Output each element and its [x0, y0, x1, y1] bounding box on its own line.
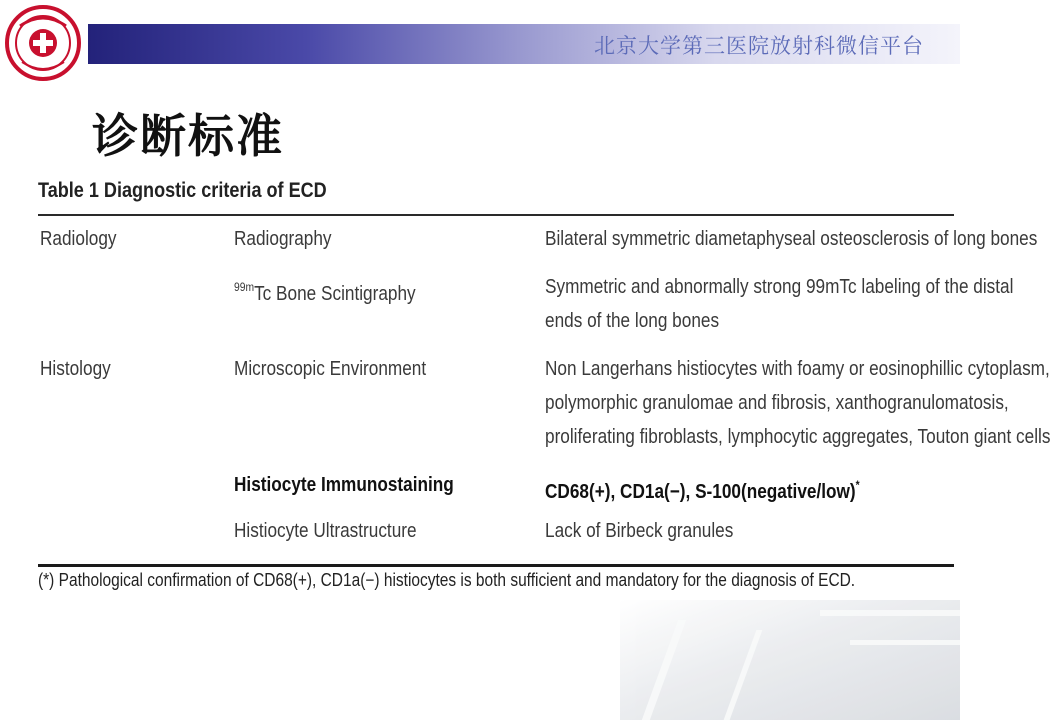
- decorative-background: [620, 600, 960, 720]
- finding-text: CD68(+), CD1a(−), S-100(negative/low): [545, 481, 856, 503]
- table-row: [38, 468, 956, 514]
- banner-text: 北京大学第三医院放射科微信平台: [594, 34, 924, 58]
- table-row: [38, 270, 1014, 352]
- finding-line: [545, 468, 860, 509]
- method-cell: Histiocyte Immunostaining: [234, 474, 454, 496]
- category-cell: Histology: [40, 358, 111, 380]
- method-cell: [234, 270, 416, 311]
- finding-line: Lack of Birbeck granules: [545, 520, 734, 542]
- table-row: [38, 222, 1038, 270]
- table-bottom-rule: [38, 564, 954, 567]
- finding-line: Non Langerhans histiocytes with foamy or eosinophillic cytoplasm,: [545, 358, 1050, 380]
- decorative-stripe: [642, 620, 686, 720]
- finding-line: ends of the long bones: [545, 310, 720, 332]
- decorative-stripe: [820, 610, 960, 616]
- table-top-rule: [38, 214, 954, 216]
- table-row: [38, 514, 956, 560]
- decorative-stripe: [850, 640, 960, 645]
- table-footnote: (*) Pathological confirmation of CD68(+), CD1a(−) histiocytes is both sufficient and mandatory for the diagnosis of ECD.: [38, 570, 856, 590]
- decorative-stripe: [724, 630, 763, 720]
- finding-superscript: *: [855, 478, 860, 492]
- hospital-seal-icon: [4, 4, 82, 82]
- method-superscript: 99m: [234, 280, 255, 294]
- criteria-table: [38, 174, 1050, 567]
- method-cell: Histiocyte Ultrastructure: [234, 520, 417, 542]
- finding-line: Bilateral symmetric diametaphyseal osteosclerosis of long bones: [545, 228, 1038, 250]
- header-banner: [88, 24, 960, 64]
- method-cell: Radiography: [234, 228, 332, 250]
- slide-title: 诊断标准: [92, 109, 284, 163]
- category-cell: Radiology: [40, 228, 117, 250]
- table-caption: Table 1 Diagnostic criteria of ECD: [38, 179, 327, 202]
- method-cell: Microscopic Environment: [234, 358, 427, 380]
- table-row: [38, 352, 1050, 468]
- finding-line: Symmetric and abnormally strong 99mTc labeling of the distal: [545, 276, 1014, 298]
- finding-line: polymorphic granulomae and fibrosis, xanthogranulomatosis,: [545, 392, 1009, 414]
- finding-line: proliferating fibroblasts, lymphocytic aggregates, Touton giant cells: [545, 426, 1050, 448]
- method-text: Tc Bone Scintigraphy: [254, 283, 416, 305]
